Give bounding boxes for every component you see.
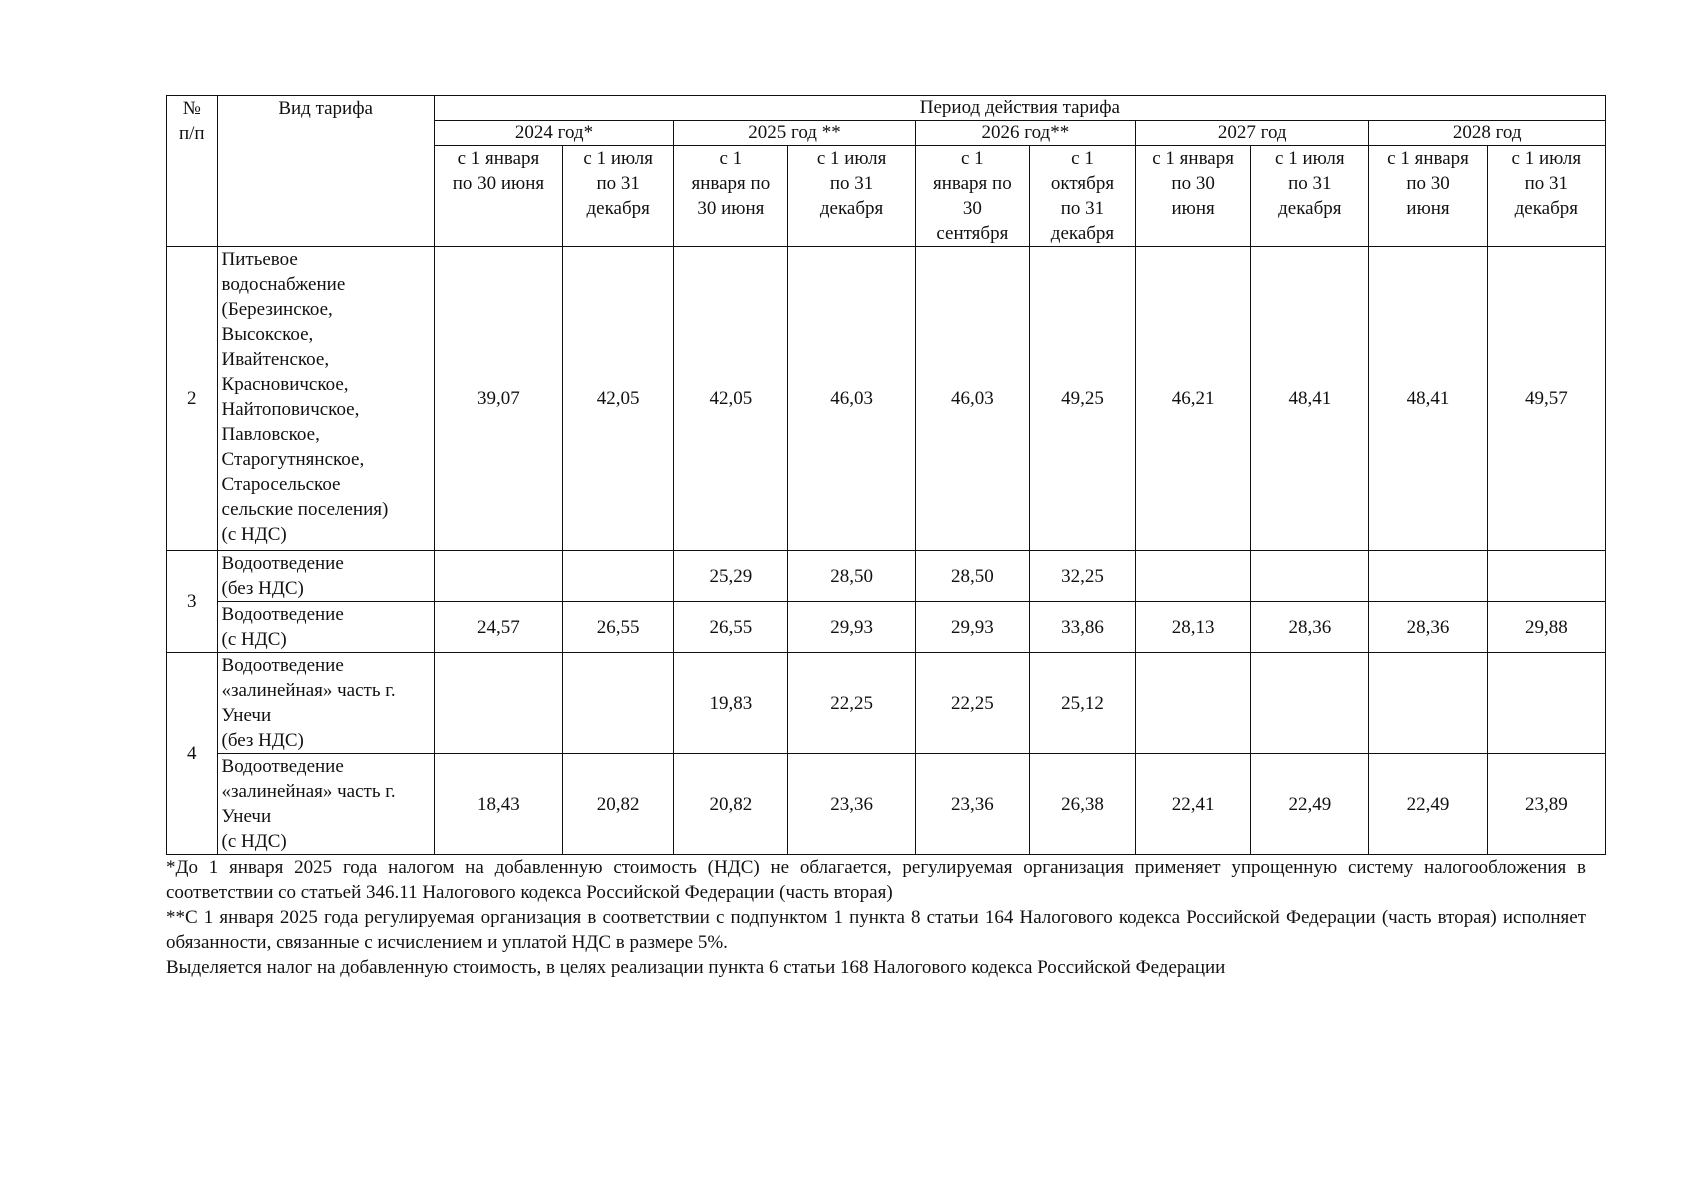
header-year-2028: 2028 год bbox=[1369, 121, 1606, 146]
cell-value: 48,41 bbox=[1369, 247, 1487, 551]
cell-value bbox=[1251, 551, 1369, 602]
cell-value: 23,36 bbox=[788, 754, 915, 855]
cell-value: 42,05 bbox=[563, 247, 674, 551]
header-2024-h2: с 1 июля по 31 декабря bbox=[563, 146, 674, 247]
cell-value bbox=[1136, 653, 1251, 754]
header-year-2025: 2025 год ** bbox=[674, 121, 916, 146]
cell-value: 28,50 bbox=[915, 551, 1029, 602]
cell-value: 26,38 bbox=[1029, 754, 1135, 855]
cell-value: 29,88 bbox=[1487, 602, 1605, 653]
cell-value: 28,13 bbox=[1136, 602, 1251, 653]
cell-value: 46,03 bbox=[788, 247, 915, 551]
header-2027-h1: с 1 января по 30 июня bbox=[1136, 146, 1251, 247]
row-tariff-name: Водоотведение (с НДС) bbox=[217, 602, 434, 653]
table-row bbox=[167, 602, 1606, 653]
cell-value: 46,03 bbox=[915, 247, 1029, 551]
header-year-2027: 2027 год bbox=[1136, 121, 1369, 146]
cell-value bbox=[1487, 653, 1605, 754]
cell-value: 42,05 bbox=[674, 247, 788, 551]
header-2026-h2: с 1 октября по 31 декабря bbox=[1029, 146, 1135, 247]
cell-value: 33,86 bbox=[1029, 602, 1135, 653]
cell-value bbox=[434, 551, 562, 602]
cell-value bbox=[1369, 653, 1487, 754]
row-tariff-name: Водоотведение «залинейная» часть г. Унечи (без НДС) bbox=[217, 653, 434, 754]
header-row-1 bbox=[167, 96, 1606, 121]
row-num: 4 bbox=[167, 653, 218, 855]
cell-value: 28,50 bbox=[788, 551, 915, 602]
row-tariff-name: Питьевое водоснабжение (Березинское, Высокское, Ивайтенское, Красновичское, Найтоповичское, Павловское, Старогутнянское, Старосельское сельские поселения) (с НДС) bbox=[217, 247, 434, 551]
cell-value: 22,41 bbox=[1136, 754, 1251, 855]
cell-value: 23,36 bbox=[915, 754, 1029, 855]
cell-value bbox=[563, 653, 674, 754]
cell-value: 18,43 bbox=[434, 754, 562, 855]
cell-value: 48,41 bbox=[1251, 247, 1369, 551]
cell-value: 46,21 bbox=[1136, 247, 1251, 551]
table-row bbox=[167, 754, 1606, 855]
cell-value: 20,82 bbox=[674, 754, 788, 855]
cell-value: 28,36 bbox=[1369, 602, 1487, 653]
cell-value bbox=[434, 653, 562, 754]
footnote-2025-vat: **С 1 января 2025 года регулируемая организация в соответствии с подпунктом 1 пункта 8 статьи 164 Налогового кодекса Российской Федерации (часть вторая) исполняет обязанности, связанные с исчислением и уплатой НДС в размере 5%. bbox=[166, 907, 1586, 953]
header-2025-h1: с 1 января по 30 июня bbox=[674, 146, 788, 247]
header-2025-h2: с 1 июля по 31 декабря bbox=[788, 146, 915, 247]
cell-value: 29,93 bbox=[788, 602, 915, 653]
row-tariff-name: Водоотведение «залинейная» часть г. Унечи (с НДС) bbox=[217, 754, 434, 855]
cell-value bbox=[563, 551, 674, 602]
row-tariff-name: Водоотведение (без НДС) bbox=[217, 551, 434, 602]
cell-value: 29,93 bbox=[915, 602, 1029, 653]
table-row bbox=[167, 653, 1606, 754]
cell-value: 28,36 bbox=[1251, 602, 1369, 653]
cell-value bbox=[1487, 551, 1605, 602]
header-period: Период действия тарифа bbox=[434, 96, 1605, 121]
footnote-vat-allocated: Выделяется налог на добавленную стоимость, в целях реализации пункта 6 статьи 168 Налогового кодекса Российской Федерации bbox=[166, 957, 1226, 978]
cell-value bbox=[1136, 551, 1251, 602]
cell-value: 24,57 bbox=[434, 602, 562, 653]
table-row bbox=[167, 247, 1606, 551]
document-page bbox=[166, 95, 1606, 980]
cell-value: 22,25 bbox=[915, 653, 1029, 754]
footnote-2024-vat-exempt: *До 1 января 2025 года налогом на добавленную стоимость (НДС) не облагается, регулируемая организация применяет упрощенную систему налогообложения в соответствии со статьей 346.11 Налогового кодекса Российской Федерации (часть вторая) bbox=[166, 857, 1586, 903]
cell-value: 23,89 bbox=[1487, 754, 1605, 855]
cell-value: 26,55 bbox=[674, 602, 788, 653]
cell-value: 22,25 bbox=[788, 653, 915, 754]
cell-value bbox=[1369, 551, 1487, 602]
header-kind: Вид тарифа bbox=[217, 96, 434, 247]
footnotes bbox=[166, 855, 1586, 980]
row-num: 2 bbox=[167, 247, 218, 551]
table-row bbox=[167, 551, 1606, 602]
header-2024-h1: с 1 января по 30 июня bbox=[434, 146, 562, 247]
header-year-2026: 2026 год** bbox=[915, 121, 1135, 146]
cell-value bbox=[1251, 653, 1369, 754]
cell-value: 20,82 bbox=[563, 754, 674, 855]
header-year-2024: 2024 год* bbox=[434, 121, 673, 146]
header-2026-h1: с 1 января по 30 сентября bbox=[915, 146, 1029, 247]
cell-value: 25,29 bbox=[674, 551, 788, 602]
header-2028-h1: с 1 января по 30 июня bbox=[1369, 146, 1487, 247]
header-2027-h2: с 1 июля по 31 декабря bbox=[1251, 146, 1369, 247]
header-2028-h2: с 1 июля по 31 декабря bbox=[1487, 146, 1605, 247]
cell-value: 22,49 bbox=[1251, 754, 1369, 855]
row-num: 3 bbox=[167, 551, 218, 653]
cell-value: 49,57 bbox=[1487, 247, 1605, 551]
cell-value: 26,55 bbox=[563, 602, 674, 653]
cell-value: 49,25 bbox=[1029, 247, 1135, 551]
cell-value: 39,07 bbox=[434, 247, 562, 551]
cell-value: 22,49 bbox=[1369, 754, 1487, 855]
header-num: № п/п bbox=[167, 96, 218, 247]
cell-value: 19,83 bbox=[674, 653, 788, 754]
tariff-table bbox=[166, 95, 1606, 855]
cell-value: 32,25 bbox=[1029, 551, 1135, 602]
cell-value: 25,12 bbox=[1029, 653, 1135, 754]
